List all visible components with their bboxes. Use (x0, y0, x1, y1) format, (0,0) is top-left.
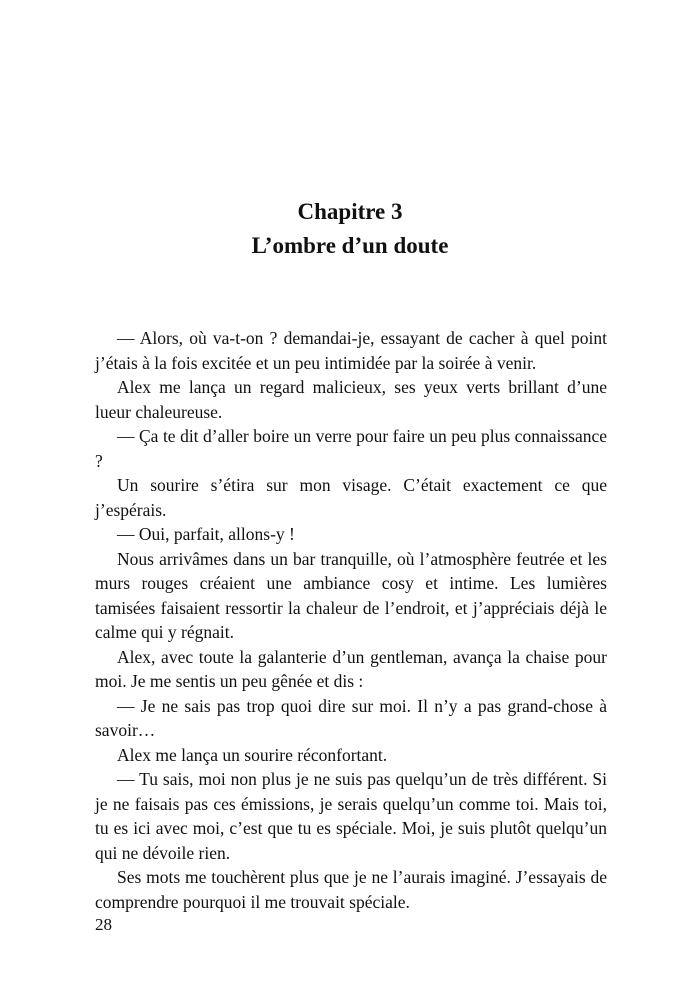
chapter-title: L’ombre d’un doute (251, 233, 449, 258)
paragraph-10: — Tu sais, moi non plus je ne suis pas quelqu’un de très différent. Si je ne faisais pas ces émissions, je serais quelqu’un comme toi. Mais toi, tu es ici avec moi, c’est que tu es spéciale. Moi, je suis plutôt quelqu’un qui ne dévoile rien. (95, 769, 607, 863)
paragraph-4: Un sourire s’étira sur mon visage. C’était exactement ce que j’espérais. (95, 475, 607, 520)
chapter-header (0, 196, 700, 262)
page-number: 28 (95, 915, 112, 934)
paragraph-3: — Ça te dit d’aller boire un verre pour faire un peu plus connaissance ? (95, 426, 607, 471)
paragraph-6: Nous arrivâmes dans un bar tranquille, où l’atmosphère feutrée et les murs rouges créaient une ambiance cosy et intime. Les lumières tamisées faisaient ressortir la chaleur de l’endroit, et j’appréciais déjà le calme qui y régnait. (95, 548, 607, 642)
chapter-body (95, 326, 607, 914)
chapter-number: Chapitre 3 (297, 199, 403, 224)
paragraph-5: — Oui, parfait, allons-y ! (117, 524, 295, 544)
paragraph-8: — Je ne sais pas trop quoi dire sur moi. Il n’y a pas grand-chose à savoir… (95, 695, 607, 740)
paragraph-9: Alex me lança un sourire réconfortant. (117, 744, 388, 765)
paragraph-2: Alex me lança un regard malicieux, ses yeux verts brillant d’une lueur chaleureuse. (95, 377, 607, 422)
paragraph-11: Ses mots me touchèrent plus que je ne l’aurais imaginé. J’essayais de comprendre pourquoi il me trouvait spéciale. (95, 867, 607, 912)
paragraph-1: — Alors, où va-t-on ? demandai-je, essayant de cacher à quel point j’étais à la fois excitée et un peu intimidée par la soirée à venir. (95, 328, 607, 373)
paragraph-7: Alex, avec toute la galanterie d’un gentleman, avança la chaise pour moi. Je me sentis un peu gênée et dis : (95, 646, 607, 691)
